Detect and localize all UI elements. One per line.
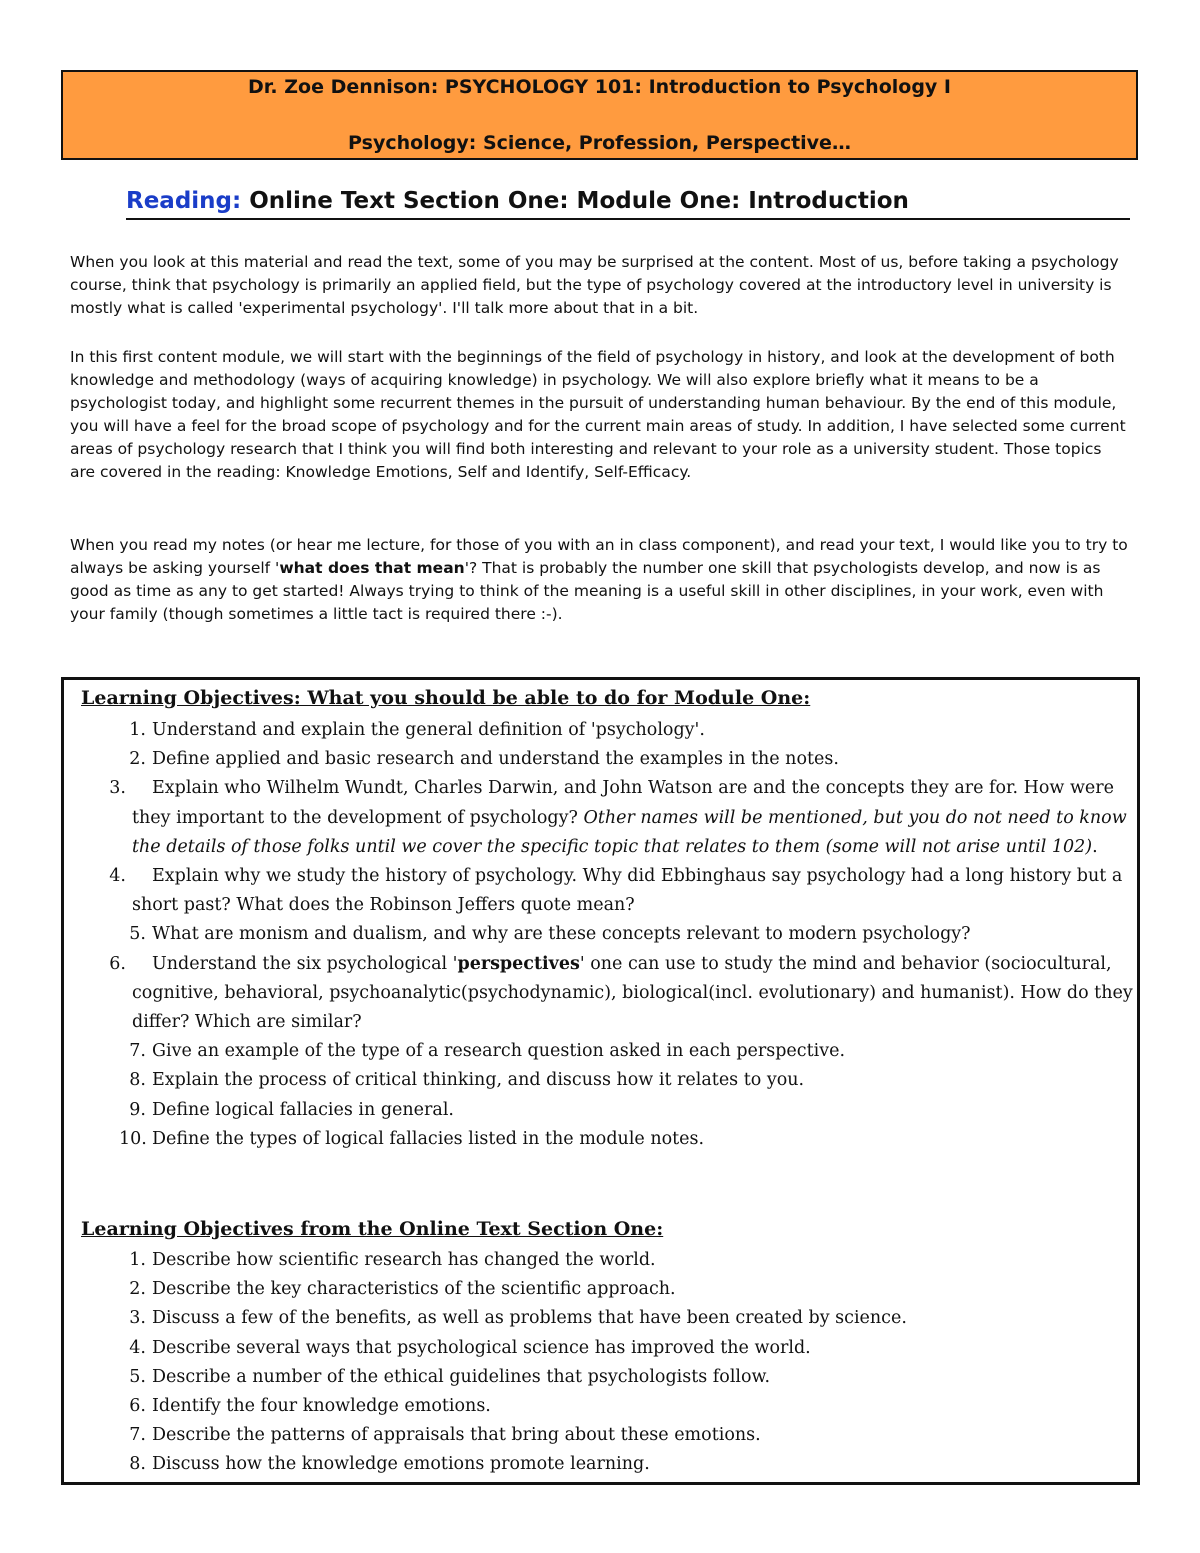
text-objectives-list — [64, 1246, 1137, 1480]
item-text: What are monism and dualism, and why are these concepts relevant to modern psychology? — [152, 924, 971, 945]
item-number: 3. — [109, 778, 126, 799]
item-text: Describe how scientific research has changed the world. — [152, 1250, 656, 1270]
item-number: 1. — [129, 720, 146, 740]
item-text: Understand and explain the general definition of 'psychology'. — [152, 720, 705, 740]
intro-paragraph-1: When you look at this material and read the text, some of you may be surprised at the content. Most of us, before taking a psychology course, think that psychology is primarily an applied field, but the type of psychology covered at the introductory level in university is mostly what is called 'experimental psychology'. I'll talk more about that in a bit. — [70, 253, 1119, 317]
item-number: 2. — [129, 749, 146, 770]
item-text: Give an example of the type of a research question asked in each perspective. — [152, 1041, 846, 1062]
item-text: Describe several ways that psychological science has improved the world. — [152, 1337, 811, 1358]
item-number: 5. — [129, 924, 146, 945]
course-subtitle: Psychology: Science, Profession, Perspective… — [348, 132, 851, 154]
module-objectives-list — [64, 716, 1137, 1154]
objective-item — [64, 1125, 1137, 1154]
item-text: Define the types of logical fallacies listed in the module notes. — [152, 1128, 705, 1149]
objective-item — [64, 1304, 1137, 1333]
item-number: 8. — [129, 1454, 146, 1475]
item-number: 4. — [129, 1337, 146, 1358]
item-text: Describe the patterns of appraisals that bring about these emotions. — [152, 1425, 761, 1446]
item-note: Other names will be mentioned, but you do not need to know the details of those folks until we cover the specific topic that relates to them (some will not arise until 102) — [132, 807, 1127, 857]
objective-item — [64, 1363, 1137, 1392]
course-header-box — [61, 70, 1138, 160]
reading-heading — [126, 188, 1130, 220]
intro-paragraph-2: In this first content module, we will start with the beginnings of the field of psychology in history, and look at the development of both knowledge and methodology (ways of acquiring knowledge) in psychology. We will also explore briefly what it means to be a psychologist today, and highlight some recurrent themes in the pursuit of understanding human behaviour. By the end of this module, you will have a feel for the broad scope of psychology and for the current main areas of study. In addition, I have selected some current areas of psychology research that I think you will find both interesting and relevant to your role as a university student. Those topics are covered in the reading: Knowledge Emotions, Self and Identify, Self-Efficacy. — [70, 348, 1126, 481]
objective-item — [64, 745, 1137, 774]
objective-item — [64, 1421, 1137, 1450]
item-text: Define applied and basic research and understand the examples in the notes. — [152, 749, 839, 770]
item-number: 6. — [109, 953, 126, 974]
item-text: Describe the key characteristics of the scientific approach. — [152, 1279, 676, 1300]
item-text-tail: . — [1092, 836, 1098, 857]
item-number: 7. — [129, 1041, 146, 1062]
objective-item — [64, 862, 1137, 920]
course-title: Dr. Zoe Dennison: PSYCHOLOGY 101: Introduction to Psychology I — [247, 76, 951, 98]
item-number: 9. — [129, 1099, 146, 1120]
objective-item — [64, 1450, 1137, 1479]
item-bold-term: perspectives — [457, 953, 580, 974]
module-objectives-heading: Learning Objectives: What you should be able to do for Module One: — [81, 687, 811, 709]
objective-item — [64, 1037, 1137, 1066]
item-text: Explain the process of critical thinking, and discuss how it relates to you. — [152, 1070, 805, 1091]
item-number: 3. — [129, 1308, 146, 1329]
item-text: Define logical fallacies in general. — [152, 1099, 454, 1120]
paragraph-3-text: When you read my notes (or hear me lecture, for those of you with an in class component), and read your text, I would like you to try to always be asking yourself ' — [70, 536, 1128, 577]
emphasis-what-does-that-mean: what does that mean — [279, 559, 465, 577]
item-number: 2. — [129, 1279, 146, 1300]
objective-item — [64, 1096, 1137, 1125]
item-text: Discuss a few of the benefits, as well as problems that have been created by science. — [152, 1308, 907, 1329]
item-number: 4. — [109, 866, 126, 887]
reading-title-text: Online Text Section One: Module One: Introduction — [241, 188, 909, 214]
objective-item — [64, 1066, 1137, 1095]
item-number: 7. — [129, 1425, 146, 1446]
text-objectives-heading: Learning Objectives from the Online Text Section One: — [81, 1218, 664, 1240]
item-text: Explain why we study the history of psychology. Why did Ebbinghaus say psychology had a long history but a short past? What does the Robinson Jeffers quote mean? — [132, 866, 1123, 916]
learning-objectives-box — [61, 677, 1140, 1485]
objective-item — [64, 716, 1137, 745]
objective-item — [64, 774, 1137, 862]
item-text: Describe a number of the ethical guidelines that psychologists follow. — [152, 1366, 771, 1387]
objective-item — [64, 920, 1137, 949]
item-number: 8. — [129, 1070, 146, 1091]
intro-paragraph-3 — [70, 534, 1130, 626]
objective-item — [64, 1392, 1137, 1421]
objective-item — [64, 1275, 1137, 1304]
item-text: Discuss how the knowledge emotions promote learning. — [152, 1454, 650, 1475]
item-number: 6. — [129, 1396, 146, 1417]
objective-item — [64, 1246, 1137, 1275]
item-number: 10. — [119, 1128, 147, 1149]
objective-item — [64, 950, 1137, 1038]
item-number: 5. — [129, 1366, 146, 1387]
objective-item — [64, 1334, 1137, 1363]
paragraph-3-text-continued: '? That is probably the number one skill that psychologists develop, and now is as good as time as any to get started! Always trying to think of the meaning is a useful skill in other disciplines, in your work, even with your family (though sometimes a little tact is required there :-). — [70, 559, 1104, 623]
item-text-continued: ' one can use to study the mind and behavior (sociocultural, cognitive, behavioral, psychoanalytic(psychodynamic), biological(incl. evolutionary) and humanist). How do they differ? Which are similar? — [132, 953, 1133, 1033]
item-text: Understand the six psychological ' — [152, 953, 458, 974]
item-number: 1. — [129, 1250, 146, 1270]
item-text: Identify the four knowledge emotions. — [152, 1396, 491, 1417]
item-text: Explain who Wilhelm Wundt, Charles Darwin, and John Watson are and the concepts they are for. How were they important to the development of psychology? — [132, 778, 1115, 828]
reading-label: Reading: — [126, 188, 242, 214]
